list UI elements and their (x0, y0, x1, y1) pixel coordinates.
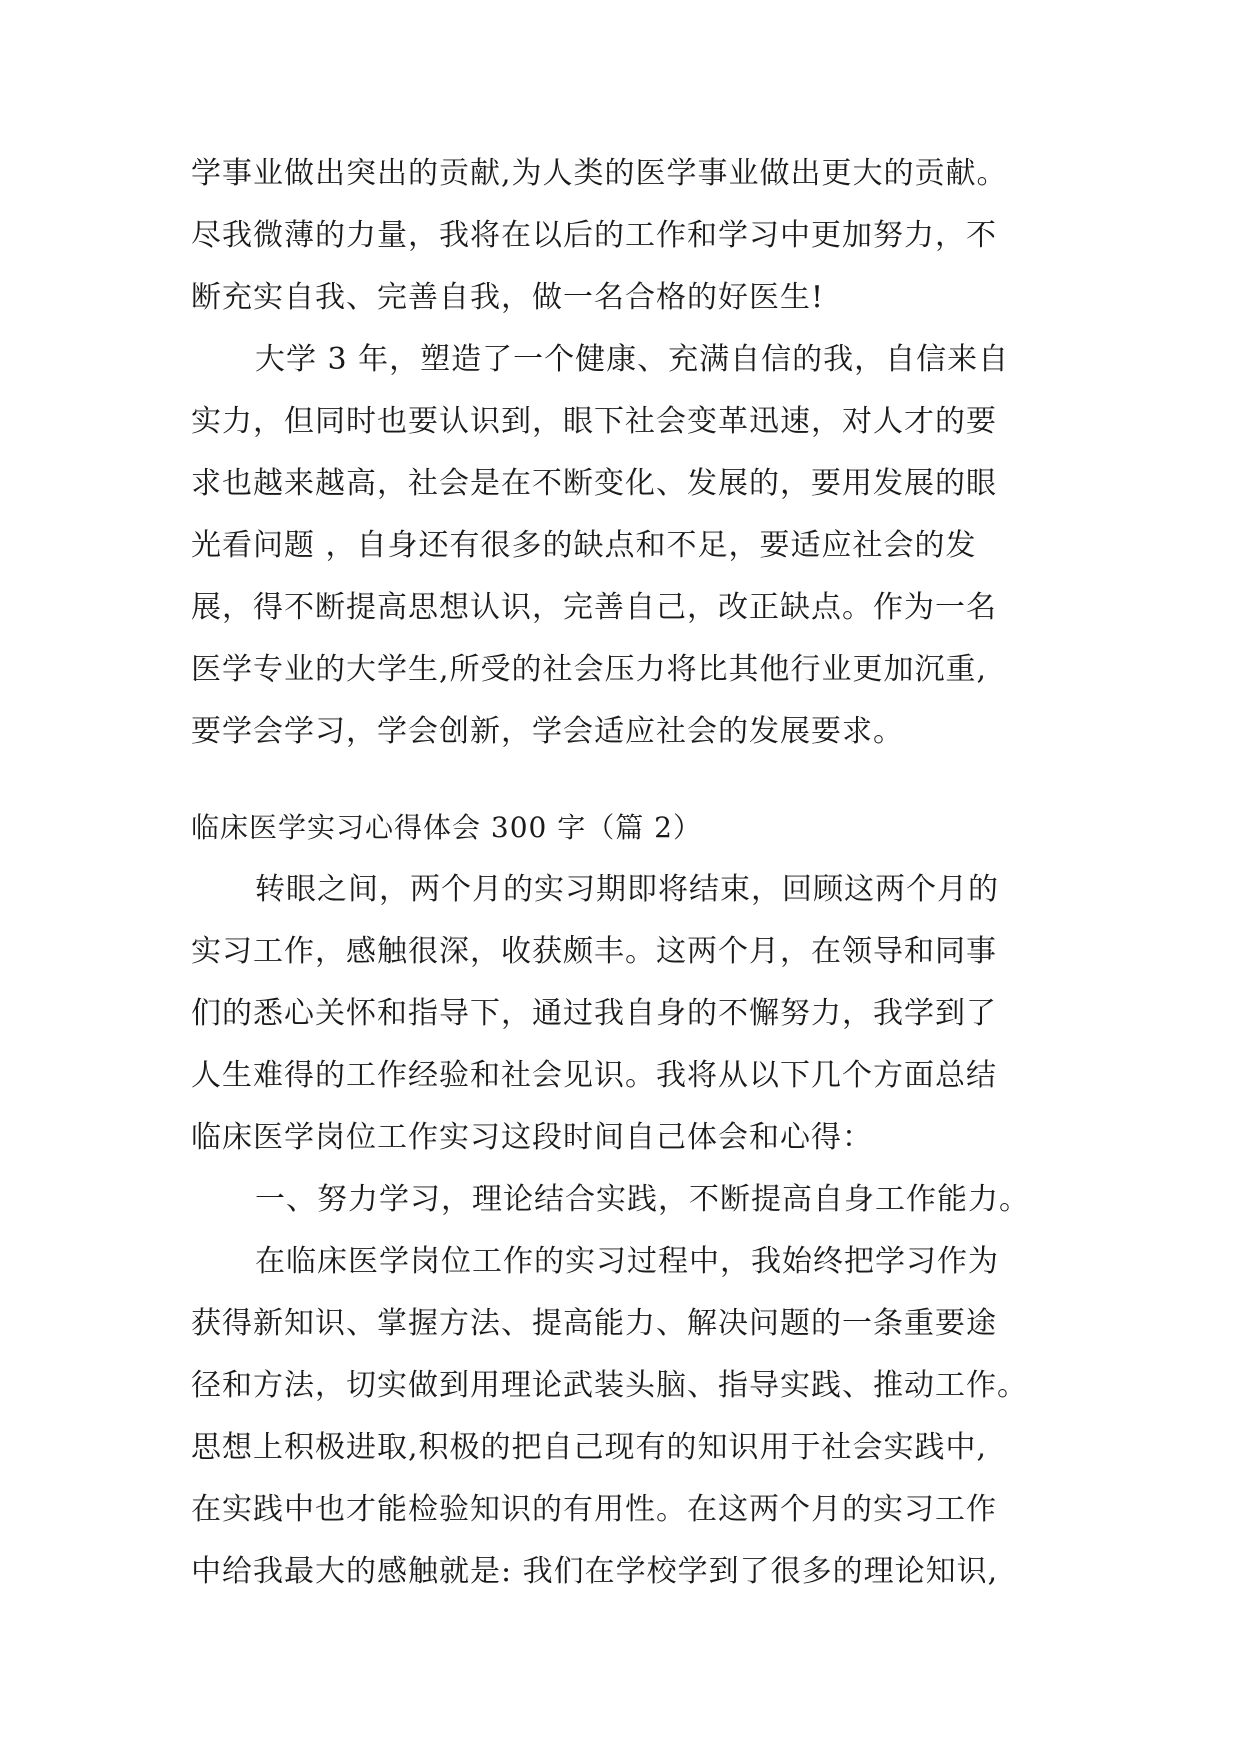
text-line: 要学会学习，学会创新，学会适应社会的发展要求。 (191, 714, 904, 749)
text-line: 在临床医学岗位工作的实习过程中，我始终把学习作为 (255, 1244, 999, 1279)
text-line: 大学 3 年，塑造了一个健康、充满自信的我，自信来自 (255, 342, 1010, 377)
text-line: 径和方法，切实做到用理论武装头脑、指导实践、推动工作。 (191, 1368, 1028, 1403)
text-line: 转眼之间，两个月的实习期即将结束，回顾这两个月的 (255, 872, 999, 907)
text-line: 展，得不断提高思想认识，完善自己，改正缺点。作为一名 (191, 590, 997, 625)
text-line: 断充实自我、完善自我，做一名合格的好医生! (191, 280, 825, 315)
text-line: 们的悉心关怀和指导下，通过我自身的不懈努力，我学到了 (191, 996, 997, 1031)
text-line: 思想上积极进取,积极的把自己现有的知识用于社会实践中, (191, 1430, 988, 1465)
text-line: 求也越来越高，社会是在不断变化、发展的，要用发展的眼 (191, 466, 997, 501)
section-heading: 临床医学实习心得体会 300 字（篇 2） (191, 811, 702, 844)
text-line: 人生难得的工作经验和社会见识。我将从以下几个方面总结 (191, 1058, 997, 1093)
text-line: 实力，但同时也要认识到，眼下社会变革迅速，对人才的要 (191, 404, 997, 439)
text-line: 获得新知识、掌握方法、提高能力、解决问题的一条重要途 (191, 1306, 997, 1341)
text-line: 医学专业的大学生,所受的社会压力将比其他行业更加沉重, (191, 652, 988, 687)
text-line: 在实践中也才能检验知识的有用性。在这两个月的实习工作 (191, 1492, 997, 1527)
text-line: 中给我最大的感触就是: 我们在学校学到了很多的理论知识, (191, 1554, 999, 1589)
text-line: 光看问题 ，自身还有很多的缺点和不足，要适应社会的发 (191, 528, 977, 563)
text-line: 实习工作，感触很深，收获颇丰。这两个月，在领导和同事 (191, 934, 997, 969)
text-line: 学事业做出突出的贡献,为人类的医学事业做出更大的贡献。 (191, 156, 1008, 191)
text-line: 临床医学岗位工作实习这段时间自己体会和心得： (191, 1120, 873, 1155)
text-line: 一、努力学习，理论结合实践，不断提高自身工作能力。 (255, 1182, 1030, 1217)
text-line: 尽我微薄的力量，我将在以后的工作和学习中更加努力，不 (191, 218, 997, 253)
